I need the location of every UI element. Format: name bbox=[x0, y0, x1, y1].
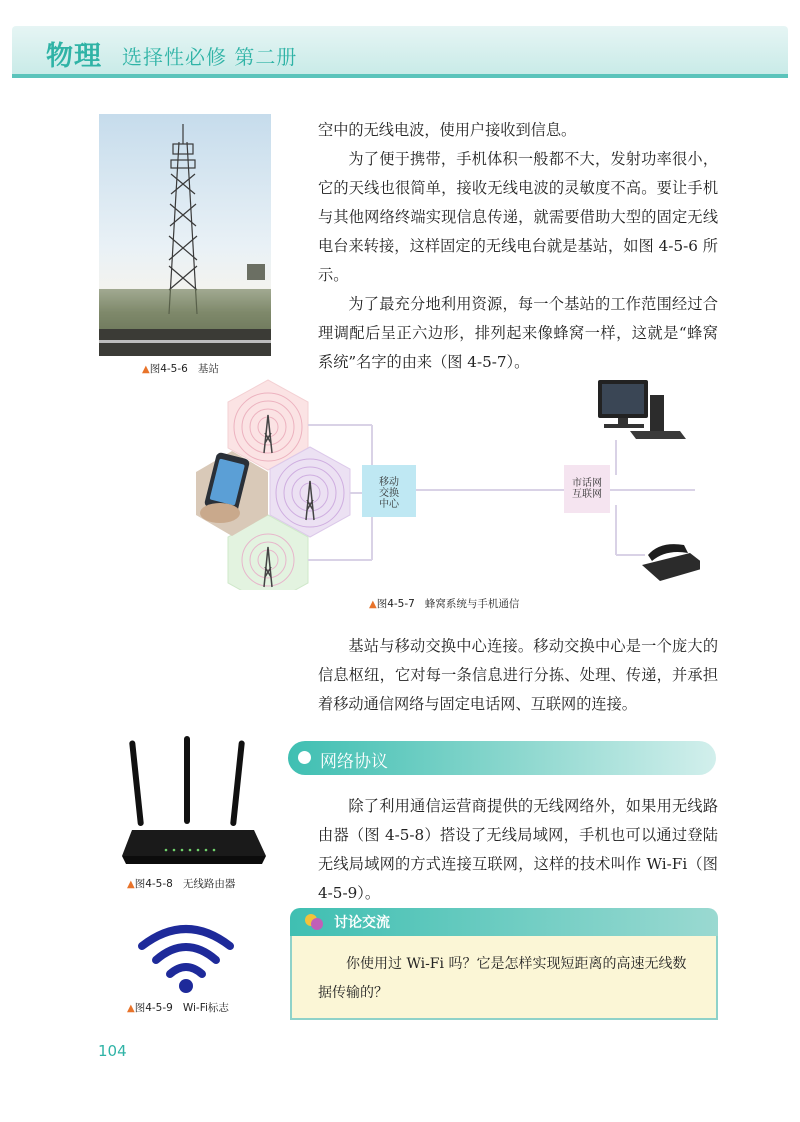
fig459-caption: ▲图4-5-9 Wi-Fi标志 bbox=[127, 1002, 229, 1014]
discussion-title: 讨论交流 bbox=[334, 915, 390, 931]
page-number: 104 bbox=[98, 1042, 127, 1060]
section-bullet-icon bbox=[298, 751, 311, 764]
computer-icon bbox=[598, 380, 686, 439]
paragraph: 除了利用通信运营商提供的无线网络外，如果用无线路由器（图 4-5-8）搭设了无线局域网，手机也可以通过登陆无线局域网的方式连接互联网，这样的技术叫作 Wi-Fi（图 4-5-9）。 bbox=[318, 797, 718, 902]
cellular-system-diagram bbox=[190, 375, 700, 590]
tower-illustration bbox=[99, 114, 271, 356]
triangle-marker-icon: ▲ bbox=[142, 364, 150, 375]
discussion-text: 你使用过 Wi-Fi 吗？它是怎样实现短距离的高速无线数据传输的？ bbox=[318, 956, 687, 1001]
base-station-photo bbox=[99, 114, 271, 356]
section-title: 网络协议 bbox=[320, 752, 388, 772]
paragraph: 基站与移动交换中心连接。移动交换中心是一个庞大的信息枢纽，它对每一条信息进行分拣、处理、传递，并承担着移动通信网络与固定电话网、互联网的连接。 bbox=[318, 637, 718, 713]
text-block-top bbox=[318, 116, 718, 377]
header-subtitle: 选择性必修 第二册 bbox=[122, 45, 298, 69]
msc-label: 移动交换中心 bbox=[379, 477, 399, 510]
triangle-marker-icon: ▲ bbox=[369, 599, 377, 610]
fig458-caption: ▲图4-5-8 无线路由器 bbox=[127, 878, 236, 890]
wifi-symbol-icon bbox=[136, 918, 236, 998]
telephone-icon bbox=[642, 544, 700, 581]
network-label: 市话网互联网 bbox=[572, 478, 602, 500]
text-block-wifi bbox=[318, 792, 718, 908]
paragraph: 为了最充分地利用资源，每一个基站的工作范围经过合理调配后呈正六边形，排列起来像蜂窝一样，这就是“蜂窝系统”名字的由来（图 4-5-7）。 bbox=[318, 295, 718, 371]
header-subject: 物理 bbox=[46, 41, 102, 72]
triangle-marker-icon: ▲ bbox=[127, 879, 135, 890]
fig457-caption: ▲图4-5-7 蜂窝系统与手机通信 bbox=[369, 598, 520, 610]
paragraph: 空中的无线电波，使用户接收到信息。 bbox=[318, 121, 577, 139]
wireless-router-image bbox=[118, 734, 268, 870]
fig456-caption: ▲图4-5-6 基站 bbox=[142, 363, 219, 375]
discussion-icon bbox=[304, 912, 324, 932]
text-block-mid bbox=[318, 632, 718, 719]
paragraph: 为了便于携带，手机体积一般都不大，发射功率很小，它的天线也很简单，接收无线电波的灵敏度不高。要让手机与其他网络终端实现信息传递，就需要借助大型的固定无线电台来转接，这样固定的无线电台就是基站，如图 4-5-6 所示。 bbox=[318, 150, 718, 284]
triangle-marker-icon: ▲ bbox=[127, 1003, 135, 1014]
